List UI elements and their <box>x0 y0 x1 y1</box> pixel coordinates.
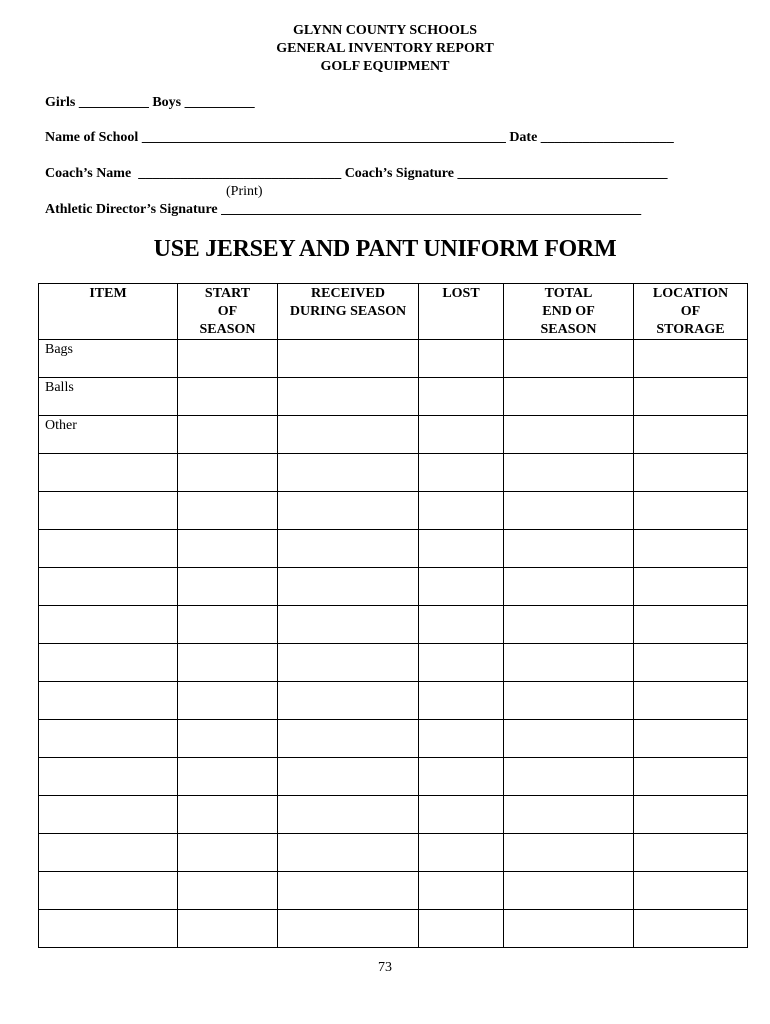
report-subtitle: GOLF EQUIPMENT <box>320 59 450 74</box>
entry-cell[interactable] <box>504 872 634 910</box>
inventory-body <box>39 340 748 948</box>
item-cell[interactable] <box>39 758 178 796</box>
col-header-start-of-season: START OF SEASON <box>178 284 278 340</box>
entry-cell[interactable] <box>178 530 278 568</box>
item-cell[interactable]: Balls <box>39 378 178 416</box>
entry-cell[interactable] <box>419 530 504 568</box>
entry-cell[interactable] <box>504 378 634 416</box>
col-header-total-end-of-season: TOTAL END OF SEASON <box>504 284 634 340</box>
entry-cell[interactable] <box>634 568 748 606</box>
entry-cell[interactable] <box>278 644 419 682</box>
entry-cell[interactable] <box>504 530 634 568</box>
entry-cell[interactable] <box>634 454 748 492</box>
table-header-row <box>39 284 748 340</box>
entry-cell[interactable] <box>278 530 419 568</box>
table-row <box>39 568 748 606</box>
entry-cell[interactable] <box>178 606 278 644</box>
entry-cell[interactable] <box>634 340 748 378</box>
entry-cell[interactable] <box>419 758 504 796</box>
item-cell[interactable] <box>39 568 178 606</box>
entry-cell[interactable] <box>278 796 419 834</box>
entry-cell[interactable] <box>178 340 278 378</box>
table-row <box>39 872 748 910</box>
form-title: USE JERSEY AND PANT UNIFORM FORM <box>153 236 617 262</box>
entry-cell[interactable] <box>634 530 748 568</box>
entry-cell[interactable] <box>178 492 278 530</box>
entry-cell[interactable] <box>278 416 419 454</box>
entry-cell[interactable] <box>419 492 504 530</box>
entry-cell[interactable] <box>278 682 419 720</box>
entry-cell[interactable] <box>504 416 634 454</box>
entry-cell[interactable] <box>419 568 504 606</box>
item-cell[interactable] <box>39 834 178 872</box>
entry-cell[interactable] <box>178 568 278 606</box>
entry-cell[interactable] <box>419 416 504 454</box>
entry-cell[interactable] <box>504 834 634 872</box>
entry-cell[interactable] <box>278 872 419 910</box>
table-row <box>39 644 748 682</box>
entry-cell[interactable] <box>419 910 504 948</box>
entry-cell[interactable] <box>504 644 634 682</box>
entry-cell[interactable] <box>419 606 504 644</box>
entry-cell[interactable] <box>278 720 419 758</box>
item-cell[interactable] <box>39 492 178 530</box>
item-cell[interactable] <box>39 872 178 910</box>
table-row <box>39 758 748 796</box>
entry-cell[interactable] <box>278 568 419 606</box>
entry-cell[interactable] <box>634 378 748 416</box>
entry-cell[interactable] <box>634 720 748 758</box>
athletic-director-signature-field[interactable]: Athletic Director’s Signature ____________________________________________________________ <box>45 202 642 217</box>
entry-cell[interactable] <box>419 340 504 378</box>
table-row <box>39 492 748 530</box>
item-cell[interactable] <box>39 796 178 834</box>
entry-cell[interactable] <box>634 606 748 644</box>
entry-cell[interactable] <box>278 606 419 644</box>
entry-cell[interactable] <box>178 758 278 796</box>
entry-cell[interactable] <box>634 872 748 910</box>
report-header <box>0 22 770 76</box>
entry-cell[interactable] <box>504 606 634 644</box>
entry-cell[interactable] <box>634 796 748 834</box>
school-date-field[interactable]: Name of School ____________________________________________________ Date ___________________ <box>45 130 674 145</box>
table-row <box>39 910 748 948</box>
table-row <box>39 796 748 834</box>
entry-cell[interactable] <box>178 454 278 492</box>
col-header-lost: LOST <box>419 284 504 340</box>
table-row <box>39 454 748 492</box>
entry-cell[interactable] <box>419 872 504 910</box>
entry-cell[interactable] <box>634 416 748 454</box>
report-title: GENERAL INVENTORY REPORT <box>276 41 494 56</box>
table-row <box>39 720 748 758</box>
entry-cell[interactable] <box>504 340 634 378</box>
coach-field[interactable]: Coach’s Name _____________________________ Coach’s Signature ______________________________ <box>45 166 668 181</box>
entry-cell[interactable] <box>278 834 419 872</box>
entry-cell[interactable] <box>634 758 748 796</box>
entry-cell[interactable] <box>634 834 748 872</box>
entry-cell[interactable] <box>178 834 278 872</box>
entry-cell[interactable] <box>419 454 504 492</box>
entry-cell[interactable] <box>278 910 419 948</box>
inventory-table <box>38 283 748 948</box>
entry-cell[interactable] <box>419 720 504 758</box>
item-cell[interactable] <box>39 530 178 568</box>
table-row <box>39 530 748 568</box>
entry-cell[interactable] <box>419 834 504 872</box>
col-header-received-during-season: RECEIVED DURING SEASON <box>278 284 419 340</box>
print-note: (Print) <box>226 184 263 199</box>
entry-cell[interactable] <box>504 568 634 606</box>
entry-cell[interactable] <box>278 492 419 530</box>
entry-cell[interactable] <box>504 758 634 796</box>
entry-cell[interactable] <box>504 454 634 492</box>
gender-field[interactable]: Girls __________ Boys __________ <box>45 95 255 110</box>
entry-cell[interactable] <box>178 644 278 682</box>
table-row <box>39 416 748 454</box>
table-row <box>39 834 748 872</box>
entry-cell[interactable] <box>634 910 748 948</box>
table-row <box>39 378 748 416</box>
item-cell[interactable] <box>39 682 178 720</box>
page-number: 73 <box>378 960 392 975</box>
entry-cell[interactable] <box>419 796 504 834</box>
entry-cell[interactable] <box>634 492 748 530</box>
entry-cell[interactable] <box>504 910 634 948</box>
entry-cell[interactable] <box>504 720 634 758</box>
entry-cell[interactable] <box>419 644 504 682</box>
entry-cell[interactable] <box>278 758 419 796</box>
item-cell[interactable] <box>39 910 178 948</box>
entry-cell[interactable] <box>178 796 278 834</box>
entry-cell[interactable] <box>504 492 634 530</box>
district-name: GLYNN COUNTY SCHOOLS <box>292 23 478 38</box>
entry-cell[interactable] <box>634 682 748 720</box>
item-cell[interactable] <box>39 720 178 758</box>
entry-cell[interactable] <box>419 682 504 720</box>
entry-cell[interactable] <box>178 910 278 948</box>
entry-cell[interactable] <box>504 682 634 720</box>
table-row <box>39 606 748 644</box>
entry-cell[interactable] <box>178 416 278 454</box>
entry-cell[interactable] <box>504 796 634 834</box>
item-cell[interactable] <box>39 606 178 644</box>
item-cell[interactable]: Bags <box>39 340 178 378</box>
col-header-item: ITEM <box>39 284 178 340</box>
item-cell[interactable] <box>39 454 178 492</box>
entry-cell[interactable] <box>278 454 419 492</box>
entry-cell[interactable] <box>178 682 278 720</box>
entry-cell[interactable] <box>278 340 419 378</box>
item-cell[interactable]: Other <box>39 416 178 454</box>
entry-cell[interactable] <box>178 872 278 910</box>
entry-cell[interactable] <box>278 378 419 416</box>
col-header-location-of-storage: LOCATION OF STORAGE <box>634 284 748 340</box>
entry-cell[interactable] <box>178 720 278 758</box>
table-row <box>39 682 748 720</box>
table-row <box>39 340 748 378</box>
entry-cell[interactable] <box>178 378 278 416</box>
entry-cell[interactable] <box>419 378 504 416</box>
entry-cell[interactable] <box>634 644 748 682</box>
item-cell[interactable] <box>39 644 178 682</box>
